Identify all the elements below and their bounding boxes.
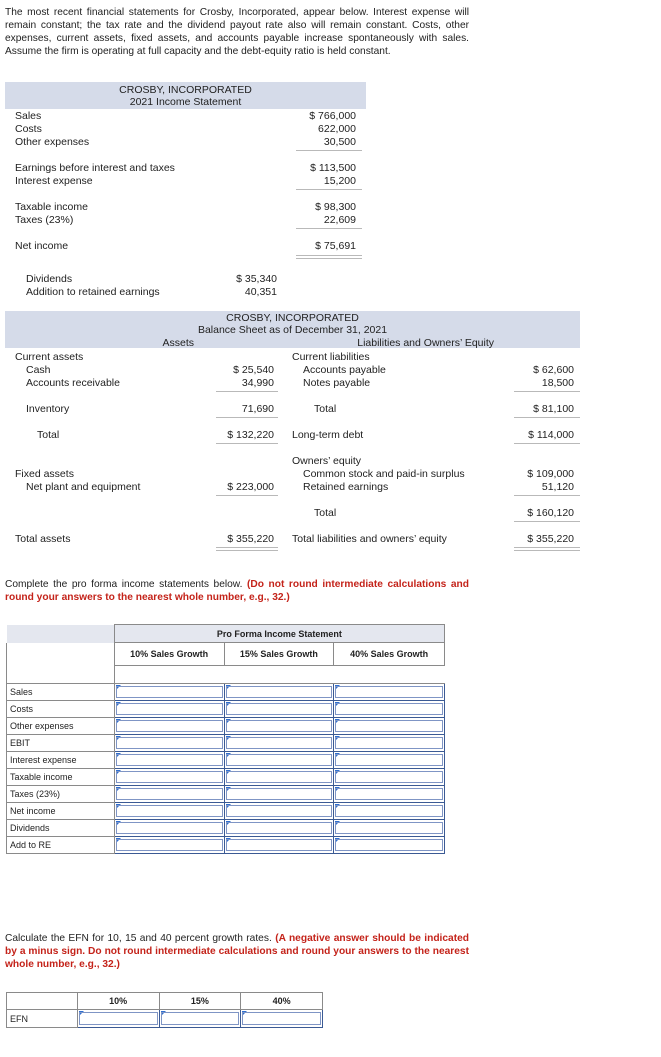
efn-10-input[interactable] [77,1010,159,1028]
total-assets-label: Total assets [15,533,71,545]
row-label-taxes: Taxes (23%) [7,785,115,802]
current-assets-label: Current assets [15,351,84,363]
row-add-to-re [7,836,445,853]
dividends-15-input[interactable] [224,819,334,836]
ebit-40-input[interactable] [334,734,445,751]
income-net-label: Net income [15,240,69,252]
retained-earnings-value: 51,120 [541,481,574,493]
long-term-debt-label: Long-term debt [292,429,364,441]
other-10-input[interactable] [114,717,224,734]
owners-equity-total-label: Total [314,507,337,519]
current-assets-total-label: Total [37,429,60,441]
ta-double-underline [216,547,278,551]
efn-instructions [5,932,469,971]
tle-double-underline [514,547,580,551]
efn-instructions-note: (A negative answer should be indicated by a minus sign. Do not round intermediate calculations and round your answers to the nearest whole number, e.g., 32.) [5,933,470,970]
income-dividends-label: Dividends [26,273,73,285]
income-interest-label: Interest expense [15,175,93,187]
fixed-assets-label: Fixed assets [15,468,74,480]
row-ebit [7,734,445,751]
fa-underline [216,495,278,496]
dividends-40-input[interactable] [334,819,445,836]
pro-forma-instructions [5,578,469,604]
re-15-input[interactable] [224,836,334,853]
net-plant-label: Net plant and equipment [26,481,141,493]
ebit-15-input[interactable] [224,734,334,751]
accounts-receivable-label: Accounts receivable [26,377,120,389]
efn-col-40: 40% [241,993,323,1010]
inventory-value: 71,690 [241,403,274,415]
other-40-input[interactable] [334,717,445,734]
pro-forma-instructions-text: Complete the pro forma income statements below. [5,579,247,590]
owners-equity-total-value: $ 160,120 [527,507,574,519]
cl-underline-2 [514,417,580,418]
income-retained-label: Addition to retained earnings [26,286,160,298]
income-underline-1 [296,150,362,151]
costs-10-input[interactable] [114,700,224,717]
taxes-15-input[interactable] [224,785,334,802]
taxes-40-input[interactable] [334,785,445,802]
income-costs-label: Costs [15,123,42,135]
assets-header: Assets [162,337,194,349]
income-retained-value: 40,351 [244,286,277,298]
efn-row [7,1010,323,1028]
efn-40-input[interactable] [241,1010,323,1028]
row-dividends [7,819,445,836]
income-costs-value: 622,000 [318,123,356,135]
ca-underline-1 [216,391,278,392]
interest-40-input[interactable] [334,751,445,768]
sales-15-input[interactable] [224,683,334,700]
liabilities-header: Liabilities and Owners’ Equity [357,337,494,349]
costs-40-input[interactable] [334,700,445,717]
re-10-input[interactable] [114,836,224,853]
current-assets-total-value: $ 132,220 [227,429,274,441]
total-assets-value: $ 355,220 [227,533,274,545]
income-other-value: 30,500 [323,136,356,148]
row-label-add-to-re: Add to RE [7,836,115,853]
row-taxes [7,785,445,802]
income-sales-value: $ 766,000 [309,110,356,122]
income-ebit-value: $ 113,500 [310,162,356,174]
oe-underline-1 [514,495,580,496]
costs-15-input[interactable] [224,700,334,717]
income-taxes-value: 22,609 [323,214,356,226]
cl-underline-1 [514,391,580,392]
efn-table [6,992,323,1028]
income-interest-value: 15,200 [323,175,356,187]
balance-sheet-title: Balance Sheet as of December 31, 2021 [197,324,388,336]
ca-underline-3 [216,443,278,444]
taxes-10-input[interactable] [114,785,224,802]
efn-row-label: EFN [7,1010,78,1028]
row-label-sales: Sales [7,683,115,700]
total-liabilities-equity-label: Total liabilities and owners’ equity [292,533,447,545]
row-label-other-expenses: Other expenses [7,717,115,734]
interest-15-input[interactable] [224,751,334,768]
total-liabilities-equity-value: $ 355,220 [527,533,574,545]
row-interest [7,751,445,768]
other-15-input[interactable] [224,717,334,734]
row-label-net-income: Net income [7,802,115,819]
ca-underline-2 [216,417,278,418]
accounts-payable-value: $ 62,600 [533,364,574,376]
income-taxes-label: Taxes (23%) [15,214,74,226]
income-double-underline [296,255,362,259]
net-10-input[interactable] [114,802,224,819]
common-stock-value: $ 109,000 [527,468,574,480]
notes-payable-value: 18,500 [541,377,574,389]
sales-10-input[interactable] [114,683,224,700]
interest-10-input[interactable] [114,751,224,768]
income-taxable-label: Taxable income [15,201,88,213]
income-statement-title: 2021 Income Statement [129,96,242,108]
taxable-10-input[interactable] [114,768,224,785]
income-dividends-value: $ 35,340 [236,273,277,285]
income-company-name: CROSBY, INCORPORATED [119,84,252,96]
col-40-growth: 40% Sales Growth [334,643,445,666]
dividends-10-input[interactable] [114,819,224,836]
row-sales [7,683,445,700]
ltd-underline [514,443,580,444]
row-label-dividends: Dividends [7,819,115,836]
ebit-10-input[interactable] [114,734,224,751]
owners-equity-label: Owners’ equity [292,455,362,467]
taxable-15-input[interactable] [224,768,334,785]
col-10-growth: 10% Sales Growth [114,643,224,666]
pro-forma-table [6,624,445,854]
efn-15-input[interactable] [159,1010,241,1028]
accounts-payable-label: Accounts payable [303,364,386,376]
row-label-taxable-income: Taxable income [7,768,115,785]
sales-40-input[interactable] [334,683,445,700]
taxable-40-input[interactable] [334,768,445,785]
net-plant-value: $ 223,000 [227,481,274,493]
notes-payable-label: Notes payable [303,377,371,389]
income-other-label: Other expenses [15,136,90,148]
row-label-ebit: EBIT [7,734,115,751]
accounts-receivable-value: 34,990 [241,377,274,389]
row-taxable-income [7,768,445,785]
inventory-label: Inventory [26,403,70,415]
efn-col-15: 15% [159,993,241,1010]
long-term-debt-value: $ 114,000 [528,429,574,441]
income-underline-3 [296,228,362,229]
cash-label: Cash [26,364,51,376]
oe-underline-2 [514,521,580,522]
income-sales-label: Sales [15,110,42,122]
current-liabilities-total-label: Total [314,403,337,415]
retained-earnings-label: Retained earnings [303,481,389,493]
row-label-interest: Interest expense [7,751,115,768]
net-15-input[interactable] [224,802,334,819]
row-costs [7,700,445,717]
income-underline-2 [296,189,362,190]
efn-col-10: 10% [77,993,159,1010]
cash-value: $ 25,540 [233,364,274,376]
balance-company-name: CROSBY, INCORPORATED [226,312,359,324]
row-other-expenses [7,717,445,734]
current-liabilities-total-value: $ 81,100 [533,403,574,415]
pro-forma-instructions-note: (Do not round intermediate calculations and round your answers to the nearest whole number, e.g., 32.) [5,579,470,603]
row-label-costs: Costs [7,700,115,717]
col-15-growth: 15% Sales Growth [224,643,334,666]
intro-paragraph: The most recent financial statements for Crosby, Incorporated, appear below. Interest expense will remain constant; the tax rate and the dividend payout rate also will remain constant. Costs, other expenses, current assets, fixed assets, and accounts payable increase spontaneously with sales. Assume the firm is operating at full capacity and the debt-equity ratio is held constant. [5,7,469,57]
efn-instructions-text: Calculate the EFN for 10, 15 and 40 percent growth rates. [5,933,276,944]
common-stock-label: Common stock and paid-in surplus [303,468,465,480]
income-taxable-value: $ 98,300 [315,201,356,213]
row-net-income [7,802,445,819]
income-net-value: $ 75,691 [315,240,356,252]
net-40-input[interactable] [334,802,445,819]
pro-forma-title: Pro Forma Income Statement [114,625,444,643]
re-40-input[interactable] [334,836,445,853]
current-liabilities-label: Current liabilities [292,351,370,363]
income-ebit-label: Earnings before interest and taxes [15,162,175,174]
